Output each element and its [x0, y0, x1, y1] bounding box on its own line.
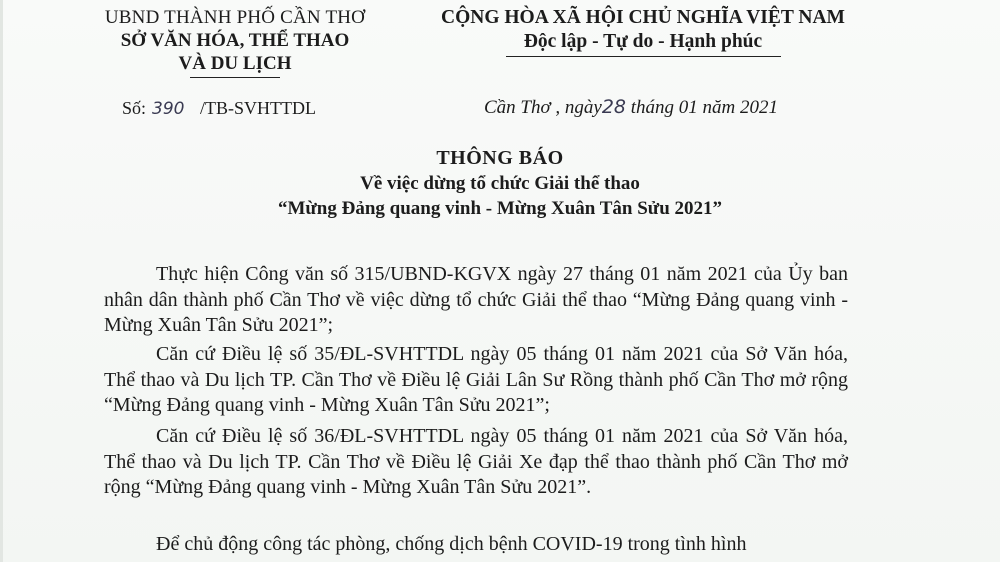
- scan-edge: [0, 0, 3, 562]
- title-heading: THÔNG BÁO: [436, 147, 564, 169]
- document-date: [484, 96, 778, 119]
- paragraph-text: Để chủ động công tác phòng, chống dịch bệnh COVID-19 trong tình hình: [156, 533, 747, 555]
- body-paragraph-4: [104, 532, 848, 558]
- authority-line-3: VÀ DU LỊCH: [178, 53, 292, 74]
- handwritten-day: 28: [601, 96, 627, 118]
- handwritten-number: 390: [152, 99, 185, 119]
- national-title: CỘNG HÒA XÃ HỘI CHỦ NGHĨA VIỆT NAM: [441, 7, 845, 28]
- paragraph-text: Căn cứ Điều lệ số 36/ĐL-SVHTTDL ngày 05 tháng 01 năm 2021 của Sở Văn hóa, Thể thao và Du lịch TP. Cần Thơ về Điều lệ Giải Xe đạp thể thao thành phố Cần Thơ mở rộng “Mừng Đảng quang vinh - Mừng Xuân Tân Sửu 2021”.: [104, 425, 848, 498]
- date-suffix: tháng 01 năm 2021: [630, 97, 779, 118]
- number-suffix: /TB-SVHTTDL: [200, 98, 317, 118]
- motto-underline: [506, 56, 781, 57]
- authority-underline: [190, 77, 280, 78]
- paragraph-text: Căn cứ Điều lệ số 35/ĐL-SVHTTDL ngày 05 tháng 01 năm 2021 của Sở Văn hóa, Thể thao và Du lịch TP. Cần Thơ về Điều lệ Giải Lân Sư Rồng thành phố Cần Thơ mở rộng “Mừng Đảng quang vinh - Mừng Xuân Tân Sửu 2021”;: [104, 343, 848, 416]
- document-number: [122, 98, 316, 119]
- document-title: [0, 145, 1000, 221]
- number-prefix: Số:: [122, 98, 147, 118]
- date-prefix: Cần Thơ , ngày: [484, 97, 602, 118]
- authority-line-2: SỞ VĂN HÓA, THỂ THAO: [120, 30, 350, 51]
- national-motto-header: [408, 6, 878, 57]
- authority-line-1: UBND THÀNH PHỐ CẦN THƠ: [104, 7, 366, 28]
- national-motto: Độc lập - Tự do - Hạnh phúc: [523, 31, 763, 52]
- paragraph-text: Thực hiện Công văn số 315/UBND-KGVX ngày 27 tháng 01 năm 2021 của Ủy ban nhân dân thành phố Cần Thơ về việc dừng tổ chức Giải thể thao “Mừng Đảng quang vinh - Mừng Xuân Tân Sửu 2021”;: [104, 263, 848, 336]
- body-paragraph-3: [104, 424, 848, 501]
- title-subject: Về việc dừng tổ chức Giải thể thao: [360, 173, 640, 194]
- issuing-authority-header: [100, 6, 370, 78]
- title-event-name: “Mừng Đảng quang vinh - Mừng Xuân Tân Sửu 2021”: [277, 198, 723, 219]
- body-paragraph-2: [104, 342, 848, 419]
- body-paragraph-1: [104, 262, 848, 339]
